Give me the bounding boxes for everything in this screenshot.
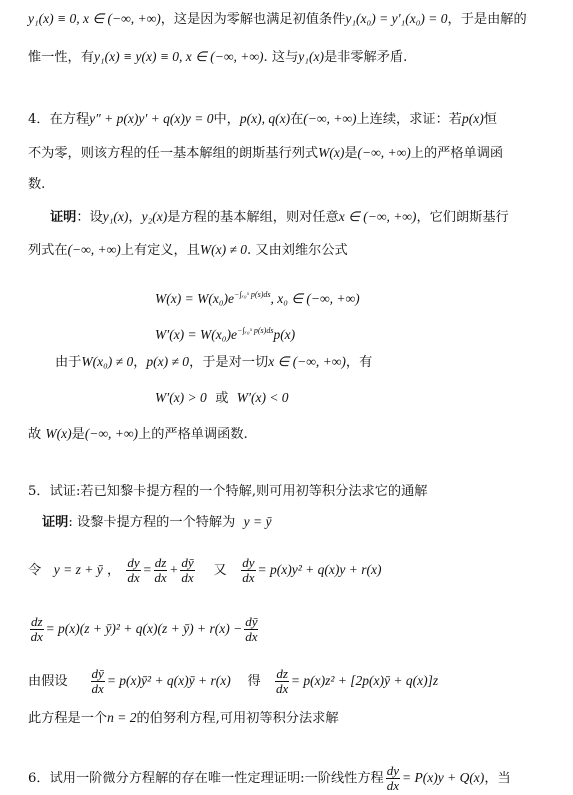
problem5-hyp-line [28, 667, 573, 696]
math: = [142, 562, 152, 577]
math: , x₀ ∈ (−∞, +∞) [270, 291, 360, 306]
text: 是方程的基本解组，则对任意 [167, 210, 339, 225]
math: W′(x) = W(x₀)e [155, 327, 237, 342]
math: = p(x)ȳ² + q(x)ȳ + r(x) [106, 673, 231, 688]
exponent: −∫ₓ₀ˣ p(s)ds [236, 326, 274, 335]
math: y = ȳ [243, 514, 272, 529]
math: = p(x)(z + ȳ)² + q(x)(z + ȳ) + r(x) − [45, 621, 243, 636]
problem5-dz-line [28, 615, 573, 644]
math: W′(x) > 0 [155, 390, 207, 405]
problem6-line [28, 764, 573, 793]
math: (−∞, +∞) [84, 426, 139, 441]
text: 上连续，求证：若 [356, 112, 462, 127]
fraction: $\frac{dȳ}{dx}$ [245, 614, 258, 644]
math: p(x), q(x) [239, 111, 291, 126]
p4-tail-line-1 [28, 9, 573, 30]
text: ，于是由解的 [447, 12, 527, 27]
liouville-formula-1 [155, 285, 573, 310]
math: (−∞, +∞) [357, 145, 411, 160]
math: = p(x)z² + [2p(x)ȳ + q(x)]z [290, 673, 439, 688]
problem4-proof-line-2 [28, 240, 573, 261]
text: ，于是对一切 [189, 355, 269, 370]
math: y₁(x) ≡ 0, x ∈ (−∞, +∞) [28, 11, 161, 26]
text: 数. [28, 177, 46, 192]
math: = p(x)y² + q(x)y + r(x) [257, 562, 382, 577]
math: + [169, 562, 179, 577]
text: 是 [344, 146, 358, 161]
liouville-formula-2 [155, 321, 573, 346]
problem4-conclusion [28, 424, 573, 445]
math: p(x) [462, 111, 484, 126]
text: ， [133, 355, 147, 370]
math: y₁(x) [102, 209, 129, 224]
fraction: $\frac{dy}{dx}$ [127, 555, 140, 585]
math: (−∞, +∞) [67, 242, 121, 257]
text: 得 [247, 674, 261, 689]
problem4-line-3 [28, 175, 573, 195]
text: 由于 [55, 355, 82, 370]
math: p(x) ≠ 0 [146, 354, 190, 369]
math: y₁(x) ≡ y(x) ≡ 0, x ∈ (−∞, +∞) [93, 49, 264, 64]
text: 惟一性，有 [28, 50, 94, 65]
text: 令 [28, 563, 42, 578]
text: . 这与 [263, 50, 299, 65]
text: : 设黎卡提方程的一个特解为 [68, 515, 236, 530]
text: . 又由刘维尔公式 [247, 243, 348, 258]
text: 是 [71, 427, 85, 442]
text: 中， [213, 112, 240, 127]
exponent: −∫ₓ₀ˣ p(s)ds [234, 290, 271, 299]
text: 5．试证:若已知黎卡提方程的一个特解,则可用初等积分法求它的通解 [28, 484, 428, 499]
fraction: $\frac{dy}{dx}$ [386, 763, 399, 793]
text: 4．在方程 [28, 112, 90, 127]
text: ， [128, 210, 142, 225]
text: 不为零，则该方程的任一基本解组的朗斯基行列式 [28, 146, 319, 161]
inequality-line [155, 388, 573, 409]
problem4-line-1 [28, 109, 573, 130]
math: (−∞, +∞) [303, 111, 357, 126]
text: 由假设 [28, 674, 68, 689]
problem5-proof-line [42, 512, 573, 533]
math: y″ + p(x)y′ + q(x)y = 0 [89, 111, 214, 126]
math: p(x) [273, 327, 296, 342]
text: 列式在 [28, 243, 68, 258]
proof-label: 证明 [50, 210, 77, 225]
text: 上的严格单调函 [410, 146, 504, 161]
fraction: $\frac{dz}{dx}$ [154, 555, 167, 585]
problem4-proof-line-1 [50, 207, 573, 228]
math: W(x) [45, 426, 72, 441]
text: 或 [215, 391, 229, 406]
math: y₁(x) [298, 49, 324, 64]
fraction: $\frac{dȳ}{dx}$ [181, 555, 194, 585]
proof-label: 证明 [42, 515, 69, 530]
text: 上的严格单调函数. [138, 427, 248, 442]
text: ，有 [345, 355, 373, 370]
text: ，当 [484, 771, 511, 786]
text: 上有定义，且 [120, 243, 200, 258]
text: 是非零解矛盾. [323, 50, 408, 65]
fraction: $\frac{dy}{dx}$ [242, 555, 255, 585]
text: ，它们朗斯基行 [416, 210, 509, 225]
fraction: $\frac{dz}{dx}$ [30, 614, 43, 644]
p4-tail-line-2 [28, 47, 573, 68]
math: n = 2 [107, 710, 137, 725]
fraction: $\frac{dz}{dx}$ [275, 666, 289, 696]
text: 6．试用一阶微分方程解的存在唯一性定理证明:一阶线性方程 [28, 771, 384, 786]
text: 的伯努利方程,可用初等积分法求解 [136, 711, 339, 726]
math: W(x) = W(x₀)e [155, 291, 235, 306]
problem5-title [28, 482, 573, 502]
math: y₂(x) [141, 209, 168, 224]
math: W′(x) < 0 [236, 390, 289, 405]
text: ，这是因为零解也满足初值条件 [160, 12, 346, 27]
text: 又 [213, 563, 227, 578]
math: W(x) [318, 145, 345, 160]
text: 故 [28, 427, 42, 442]
text: ， [106, 563, 121, 578]
text: ：设 [76, 210, 103, 225]
text: 在 [290, 112, 304, 127]
math: x ∈ (−∞, +∞) [268, 354, 346, 369]
math: y = z + ȳ [53, 562, 103, 577]
problem5-bernoulli-line [28, 708, 573, 729]
fraction: $\frac{dȳ}{dx}$ [91, 666, 104, 696]
text: 恒 [483, 112, 497, 127]
math: W(x₀) ≠ 0 [81, 354, 134, 369]
problem4-line-2 [28, 143, 573, 164]
text: 此方程是一个 [28, 711, 108, 726]
math: W(x) ≠ 0 [199, 242, 248, 257]
math: x ∈ (−∞, +∞) [338, 209, 417, 224]
math: = P(x)y + Q(x) [402, 770, 485, 785]
problem5-let-line [28, 556, 573, 585]
problem4-since-line [55, 352, 573, 373]
math: y₁(x₀) = y′₁(x₀) = 0 [345, 11, 448, 26]
